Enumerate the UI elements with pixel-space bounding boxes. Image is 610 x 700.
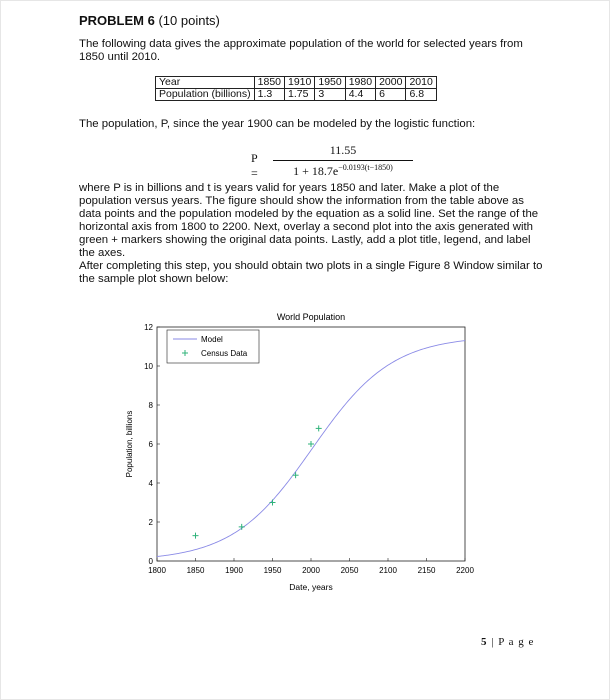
population-cell: 1.3 — [254, 89, 284, 101]
formula-denominator-base: 1 + 18.7e — [293, 164, 339, 178]
page-number: 5 — [481, 636, 488, 648]
row-header-population: Population (billions) — [156, 89, 255, 101]
x-tick-label: 1900 — [225, 566, 243, 575]
problem-heading — [79, 13, 220, 28]
y-tick-label: 6 — [148, 440, 153, 449]
population-table — [155, 76, 437, 101]
year-cell: 2000 — [376, 77, 406, 89]
year-cell: 1850 — [254, 77, 284, 89]
formula-numerator: 11.55 — [273, 143, 413, 161]
population-cell: 3 — [315, 89, 345, 101]
intro-paragraph: The following data gives the approximate population of the world for selected years from 1850 until 2010. — [79, 38, 523, 63]
x-tick-label: 1950 — [263, 566, 282, 575]
page-footer — [481, 636, 534, 648]
year-cell: 1910 — [285, 77, 315, 89]
y-tick-label: 4 — [148, 479, 153, 488]
x-tick-label: 2200 — [456, 566, 474, 575]
problem-title: PROBLEM 6 — [79, 13, 155, 28]
x-tick-label: 1850 — [186, 566, 205, 575]
year-cell: 1980 — [345, 77, 375, 89]
year-cell: 1950 — [315, 77, 345, 89]
page-label: | P a g e — [491, 636, 535, 648]
population-cell: 4.4 — [345, 89, 375, 101]
y-tick-label: 2 — [148, 518, 153, 527]
year-cell: 2010 — [406, 77, 436, 89]
x-tick-label: 1800 — [148, 566, 166, 575]
x-tick-label: 2050 — [340, 566, 359, 575]
y-axis-label: Population, billions — [125, 410, 134, 478]
chart-title: World Population — [276, 312, 346, 322]
population-cell: 6 — [376, 89, 406, 101]
table-row-years — [156, 77, 437, 89]
population-chart — [121, 307, 491, 597]
legend-model-label: Model — [201, 335, 223, 344]
y-tick-label: 12 — [144, 323, 153, 332]
table-row-population — [156, 89, 437, 101]
y-tick-label: 10 — [144, 362, 153, 371]
legend — [167, 330, 259, 363]
x-tick-label: 2000 — [302, 566, 320, 575]
population-cell: 1.75 — [285, 89, 315, 101]
x-tick-label: 2150 — [417, 566, 436, 575]
formula-exponent: −0.0193(t−1850) — [338, 163, 393, 172]
x-tick-label: 2100 — [379, 566, 397, 575]
population-cell: 6.8 — [406, 89, 436, 101]
legend-census-label: Census Data — [201, 349, 248, 358]
row-header-year: Year — [156, 77, 255, 89]
y-tick-label: 0 — [148, 557, 153, 566]
formula-denominator — [273, 161, 413, 179]
formula-lhs: P = — [251, 151, 258, 180]
model-paragraph: The population, P, since the year 1900 can be modeled by the logistic function: — [79, 118, 476, 130]
y-tick-label: 8 — [148, 401, 153, 410]
x-axis-label: Date, years — [289, 582, 333, 592]
instructions-paragraph: where P is in billions and t is years valid for years 1850 and later. Make a plot of the population versus years. The figure should show the information from the table above as data points and the population modeled by the equation as a solid line. Set the range of the horizontal axis from 1800 to 2200. Next, overlay a second plot into the axis generated with green + markers showing the original data points. Lastly, add a plot title, legend, and label the axes. After completing this step, you should obtain two plots in a single Figure 8 Window similar to the sample plot shown below: — [79, 182, 543, 285]
formula-fraction — [273, 143, 413, 179]
problem-points: (10 points) — [158, 13, 220, 28]
